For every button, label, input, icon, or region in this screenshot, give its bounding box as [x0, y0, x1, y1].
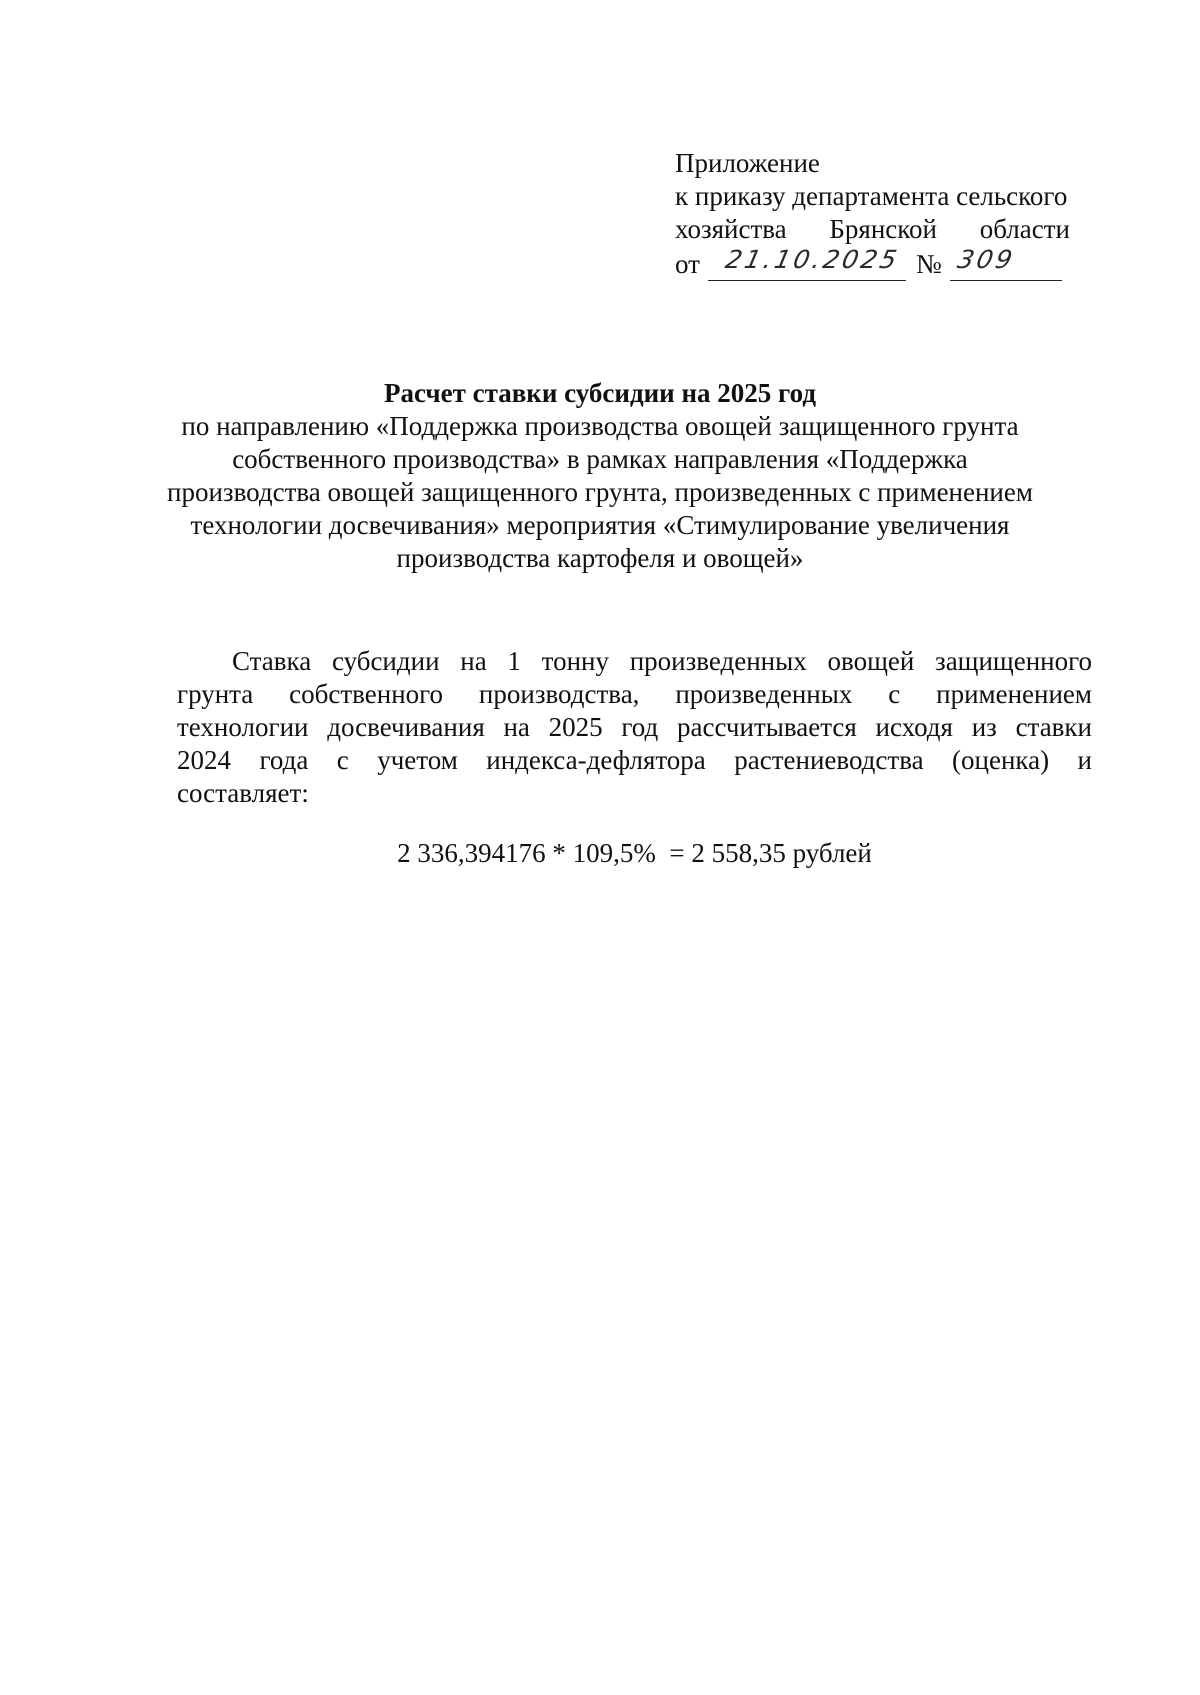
- order-number-label: №: [915, 249, 942, 279]
- department-word-1: хозяйства: [675, 214, 787, 244]
- appendix-label: Приложение: [675, 148, 820, 178]
- order-number-field: [950, 245, 1062, 281]
- appendix-order-reference: к приказу департамента сельского: [675, 181, 1068, 211]
- department-word-3: области: [979, 214, 1070, 244]
- body-line-5: составляет:: [177, 778, 309, 808]
- title-line-3: производства овощей защищенного грунта, произведенных с применением: [167, 477, 1033, 507]
- document-title: Расчет ставки субсидии на 2025 год: [383, 378, 817, 408]
- order-prefix: от: [675, 249, 700, 279]
- body-line-2: грунта собственного производства, произведенных с применением: [177, 679, 1092, 709]
- title-line-4: технологии досвечивания» мероприятия «Стимулирование увеличения: [190, 510, 1010, 540]
- order-date-field: [708, 245, 906, 281]
- body-line-3: технологии досвечивания на 2025 год рассчитывается исходя из ставки: [177, 712, 1092, 742]
- appendix-header: [675, 147, 1090, 281]
- department-word-2: Брянской: [829, 214, 937, 244]
- title-line-5: производства картофеля и овощей»: [396, 543, 804, 573]
- handwritten-order-date: 21.10.2025: [722, 245, 903, 274]
- body-line-4: 2024 года с учетом индекса-дефлятора растениеводства (оценка) и: [177, 745, 1092, 775]
- order-date-number-line: [675, 245, 1090, 281]
- calculation-formula: 2 336,394176 * 109,5% = 2 558,35 рублей: [397, 838, 872, 868]
- appendix-department-line: [675, 213, 1070, 246]
- document-title-block: [150, 377, 1050, 575]
- handwritten-order-number: 309: [954, 245, 1018, 274]
- body-line-1: Ставка субсидии на 1 тонну произведенных овощей защищенного: [232, 646, 1092, 676]
- body-paragraph: [177, 645, 1092, 810]
- title-line-2: собственного производства» в рамках направления «Поддержка: [232, 444, 968, 474]
- title-line-1: по направлению «Поддержка производства овощей защищенного грунта: [181, 411, 1019, 441]
